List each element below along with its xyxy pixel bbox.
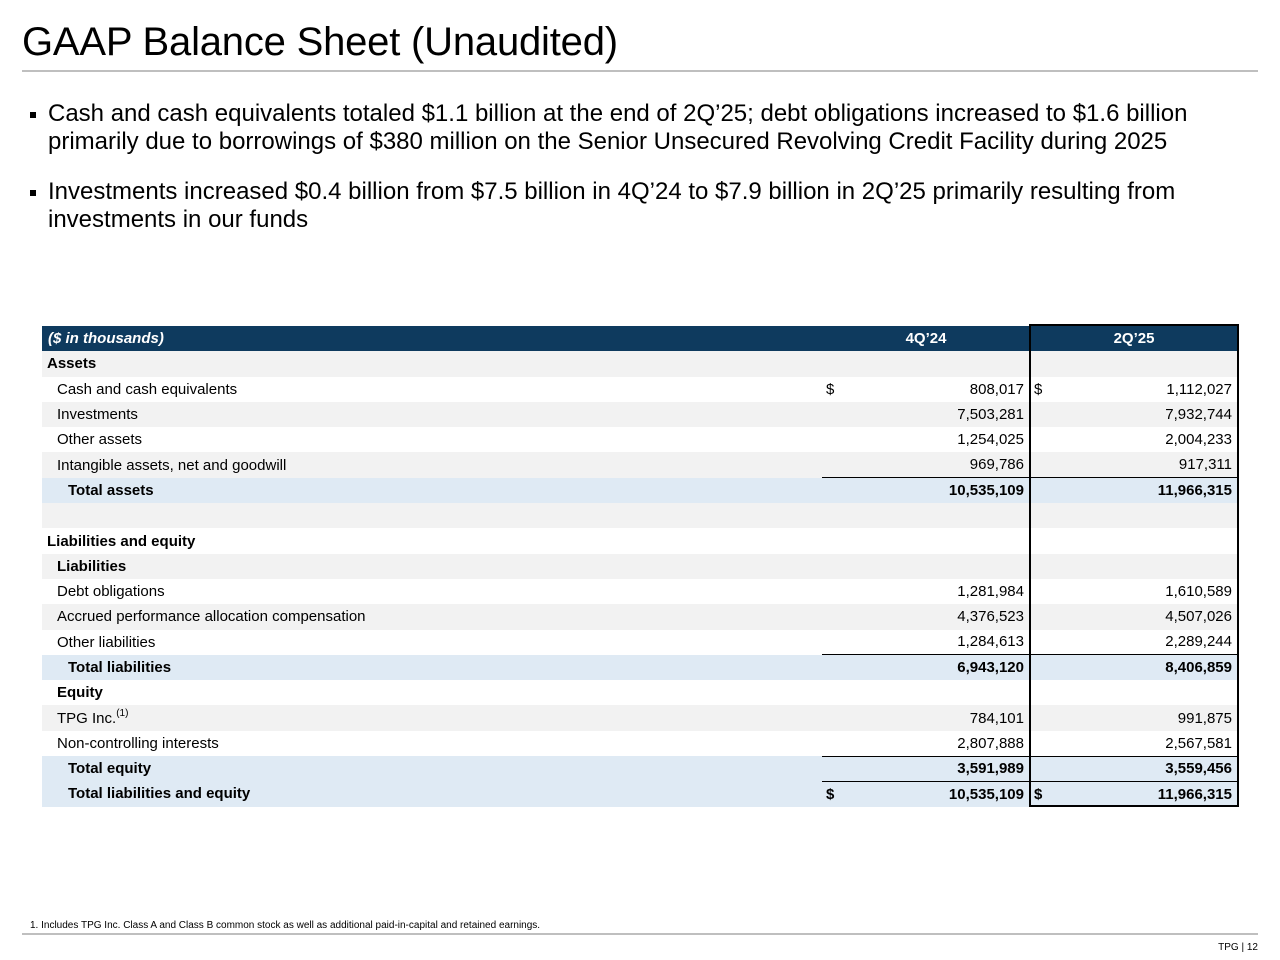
row-label: Cash and cash equivalents: [42, 377, 822, 402]
section-heading-liabilities-equity: Liabilities and equity: [42, 528, 822, 553]
total-row: [42, 781, 1238, 806]
table-row: [42, 680, 1238, 705]
row-label: Total assets: [42, 478, 822, 503]
value-4q24: 808,017: [868, 377, 1030, 402]
table-row: [42, 579, 1238, 604]
row-label: Accrued performance allocation compensation: [42, 604, 822, 629]
subsection-heading-liabilities: Liabilities: [42, 554, 822, 579]
value-2q25: 2,004,233: [1060, 427, 1238, 452]
row-label-text: TPG Inc.: [57, 709, 117, 727]
dollar-sign: $: [822, 377, 868, 402]
col-header-2q25: 2Q’25: [1030, 326, 1238, 351]
dollar-sign: $: [1030, 377, 1060, 402]
row-label: Debt obligations: [42, 579, 822, 604]
title-divider: [22, 70, 1258, 72]
dollar-sign: $: [1030, 781, 1060, 806]
value-2q25: 2,567,581: [1060, 731, 1238, 756]
page-title: GAAP Balance Sheet (Unaudited): [22, 20, 618, 64]
value-4q24: 3,591,989: [868, 756, 1030, 781]
value-4q24: 969,786: [868, 452, 1030, 477]
value-2q25: 1,610,589: [1060, 579, 1238, 604]
row-label: Investments: [42, 402, 822, 427]
row-label: Other assets: [42, 427, 822, 452]
table-row: [42, 705, 1238, 730]
total-row: [42, 478, 1238, 503]
row-label: Intangible assets, net and goodwill: [42, 452, 822, 477]
value-2q25: 7,932,744: [1060, 402, 1238, 427]
value-2q25: 11,966,315: [1060, 478, 1238, 503]
page-number: TPG | 12: [1218, 942, 1258, 953]
subsection-heading-equity: Equity: [42, 680, 822, 705]
table-row: [42, 554, 1238, 579]
summary-bullets: [28, 100, 1258, 256]
bullet-investments: Investments increased $0.4 billion from $7.5 billion in 4Q’24 to $7.9 billion in 2Q’25 primarily resulting from investments in our funds: [28, 178, 1258, 234]
value-2q25: 11,966,315: [1060, 781, 1238, 806]
value-2q25: 991,875: [1060, 705, 1238, 730]
units-label: ($ in thousands): [42, 326, 822, 351]
value-4q24: 10,535,109: [868, 781, 1030, 806]
value-4q24: 1,284,613: [868, 630, 1030, 655]
value-4q24: 7,503,281: [868, 402, 1030, 427]
total-row: [42, 655, 1238, 680]
value-4q24: 1,254,025: [868, 427, 1030, 452]
footer-divider: [22, 933, 1258, 935]
value-2q25: 917,311: [1060, 452, 1238, 477]
value-4q24: 2,807,888: [868, 731, 1030, 756]
footnote-ref: (1): [116, 707, 129, 719]
row-label: [42, 705, 822, 730]
value-4q24: 784,101: [868, 705, 1030, 730]
bullet-cash-debt: Cash and cash equivalents totaled $1.1 billion at the end of 2Q’25; debt obligations increased to $1.6 billion primarily due to borrowings of $380 million on the Senior Unsecured Revolving Credit Facility during 2025: [28, 100, 1258, 156]
row-label: Total equity: [42, 756, 822, 781]
row-label: Total liabilities: [42, 655, 822, 680]
value-4q24: 10,535,109: [868, 478, 1030, 503]
value-2q25: 8,406,859: [1060, 655, 1238, 680]
dollar-sign: $: [822, 781, 868, 806]
value-2q25: 4,507,026: [1060, 604, 1238, 629]
table-row: [42, 528, 1238, 553]
footnote: 1. Includes TPG Inc. Class A and Class B common stock as well as additional paid-in-capital and retained earnings.: [30, 920, 541, 931]
spacer-row: [42, 503, 1238, 528]
table-row: [42, 351, 1238, 376]
value-2q25: 3,559,456: [1060, 756, 1238, 781]
value-2q25: 2,289,244: [1060, 630, 1238, 655]
total-row: [42, 756, 1238, 781]
col-header-4q24: 4Q’24: [822, 326, 1030, 351]
row-label: Total liabilities and equity: [42, 781, 822, 806]
table-row: [42, 452, 1238, 477]
row-label: Non-controlling interests: [42, 731, 822, 756]
table-row: [42, 402, 1238, 427]
table-row: [42, 630, 1238, 655]
table-row: [42, 604, 1238, 629]
value-2q25: 1,112,027: [1060, 377, 1238, 402]
table-row: [42, 377, 1238, 402]
table-row: [42, 731, 1238, 756]
value-4q24: 4,376,523: [868, 604, 1030, 629]
row-label: Other liabilities: [42, 630, 822, 655]
balance-sheet-table: [42, 326, 1238, 807]
section-heading-assets: Assets: [42, 351, 822, 376]
value-4q24: 1,281,984: [868, 579, 1030, 604]
table-header-row: [42, 326, 1238, 351]
table-row: [42, 427, 1238, 452]
value-4q24: 6,943,120: [868, 655, 1030, 680]
